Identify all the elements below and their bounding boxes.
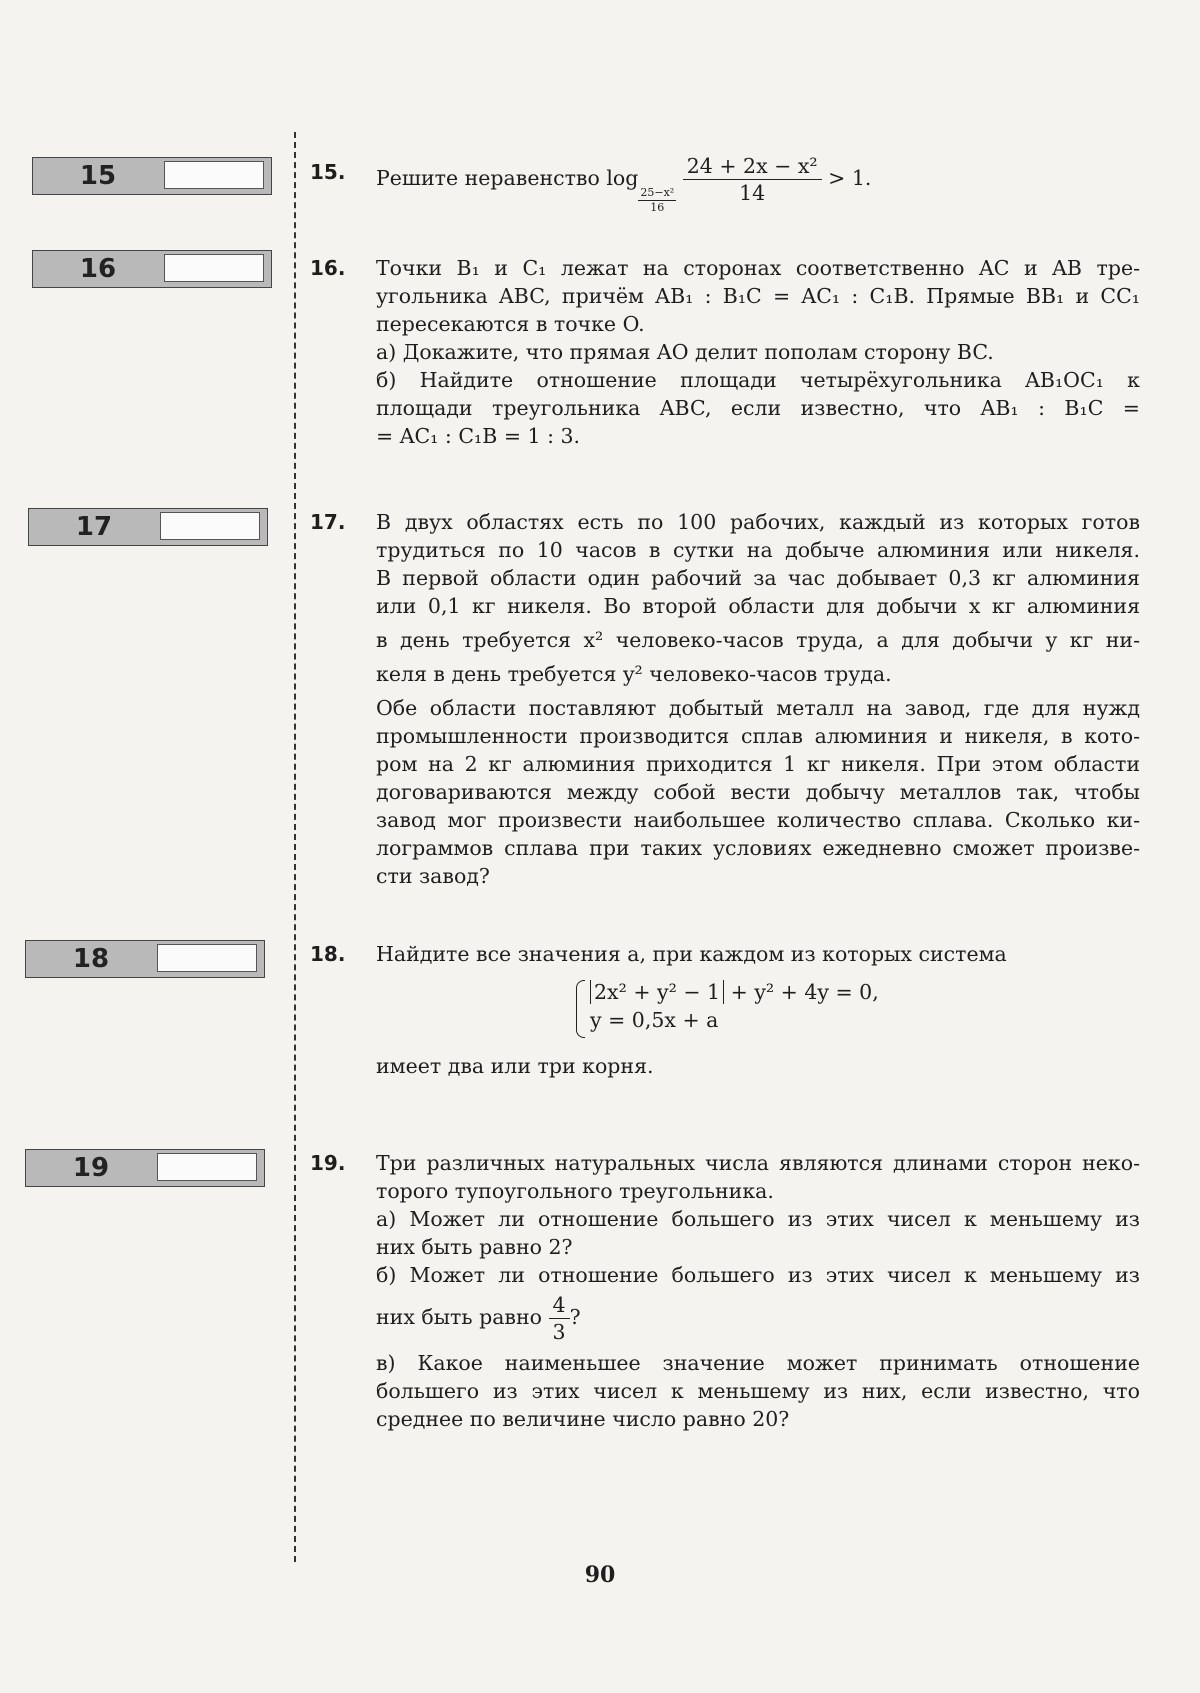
task-18-lead: Найдите все значения a, при каждом из которых система: [376, 942, 1007, 966]
text-line: площади треугольника ABC, если известно, что AB₁ : B₁C =: [376, 396, 1140, 420]
equation-1: [590, 978, 1140, 1006]
task-number: 17.: [310, 510, 346, 534]
answer-box-15: [32, 157, 272, 195]
text-line: сти завод?: [376, 864, 490, 888]
answer-box-16: [32, 250, 272, 288]
task-19: [310, 1149, 1140, 1433]
task-16-body: [376, 254, 1140, 450]
equation-system: [576, 978, 1140, 1034]
answer-field[interactable]: [164, 254, 264, 282]
answer-box-number: 19: [72, 1153, 110, 1183]
fraction-denominator: 14: [739, 181, 766, 205]
page-number: 90: [584, 1562, 616, 1588]
text-line: пересекаются в точке O.: [376, 312, 645, 336]
text-line: Точки B₁ и C₁ лежат на сторонах соответственно AC и AB тре-: [376, 256, 1140, 280]
log-sign: log: [606, 166, 639, 190]
answer-box-number: 15: [79, 161, 117, 191]
equation-2: y = 0,5x + a: [590, 1008, 719, 1032]
text-fragment: них быть равно: [376, 1305, 542, 1329]
task-18-tail: имеет два или три корня.: [376, 1054, 654, 1078]
part-a: а) Докажите, что прямая AO делит пополам сторону BC.: [376, 340, 994, 364]
log-argument: [683, 153, 822, 206]
text-line: договариваются между собой вести добычу металлов так, чтобы: [376, 780, 1140, 804]
answer-box-number: 17: [75, 512, 113, 542]
log-base-numerator: 25−x²: [640, 186, 675, 199]
part-b: б) Может ли отношение большего из этих чисел к меньшему из: [376, 1263, 1140, 1287]
fraction-numerator: 4: [549, 1292, 570, 1319]
text-line: = AC₁ : C₁B = 1 : 3.: [376, 424, 581, 448]
part-b: б) Найдите отношение площади четырёхугольника AB₁OC₁ к: [376, 368, 1140, 392]
answer-box-17: [28, 508, 268, 546]
fraction-numerator: 24 + 2x − x²: [683, 153, 822, 180]
text-line: угольника ABC, причём AB₁ : B₁C = AC₁ : C₁B. Прямые BB₁ и CC₁: [376, 284, 1140, 308]
text-line: Три различных натуральных числа являются длинами сторон неко-: [376, 1151, 1140, 1175]
answer-field[interactable]: [157, 944, 257, 972]
task-18: [310, 940, 1140, 1080]
part-c: в) Какое наименьшее значение может принимать отношение: [376, 1351, 1140, 1375]
answer-field[interactable]: [160, 512, 260, 540]
text-line: келя в день требуется y² человеко-часов труда.: [376, 662, 892, 686]
task-17: [310, 508, 1140, 890]
fraction-denominator: 3: [552, 1320, 566, 1344]
text-line: торого тупоугольного треугольника.: [376, 1179, 774, 1203]
answer-box-number: 18: [72, 944, 110, 974]
system-brace: [576, 980, 585, 1038]
task-number: 16.: [310, 256, 346, 280]
text-line: них быть равно 2?: [376, 1235, 573, 1259]
task-15-lead: Решите неравенство: [376, 166, 600, 190]
task-16: [310, 254, 1140, 450]
part-a: а) Может ли отношение большего из этих чисел к меньшему из: [376, 1207, 1140, 1231]
task-number: 18.: [310, 942, 346, 966]
answer-field[interactable]: [164, 161, 264, 189]
task-number: 19.: [310, 1151, 346, 1175]
task-15-body: [376, 150, 1140, 215]
log-base: [638, 186, 676, 215]
text-line: промышленности производится сплав алюминия и никеля, в кото-: [376, 724, 1140, 748]
text-line: завод мог произвести наибольшее количество сплава. Сколько ки-: [376, 808, 1140, 832]
text-line: Обе области поставляют добытый металл на завод, где для нужд: [376, 696, 1140, 720]
answer-box-19: [25, 1149, 265, 1187]
text-line: трудиться по 10 часов в сутки на добыче алюминия или никеля.: [376, 538, 1140, 562]
text-line: в день требуется x² человеко-часов труда, а для добычи y кг ни-: [376, 628, 1140, 652]
text-line: или 0,1 кг никеля. Во второй области для добычи x кг алюминия: [376, 594, 1140, 618]
task-19-body: [376, 1149, 1140, 1433]
equation-1-rest: + y² + 4y = 0,: [730, 980, 879, 1004]
abs-expression: 2x² + y² − 1: [590, 980, 724, 1004]
task-15: [310, 150, 1140, 215]
text-line: В двух областях есть по 100 рабочих, каждый из которых готов: [376, 510, 1140, 534]
task-18-body: [376, 940, 1140, 1080]
answer-box-18: [25, 940, 265, 978]
inequality-tail: > 1.: [828, 166, 872, 190]
answer-box-number: 16: [79, 254, 117, 284]
task-17-body: [376, 508, 1140, 890]
answer-field[interactable]: [157, 1153, 257, 1181]
text-line: лограммов сплава при таких условиях ежедневно сможет произве-: [376, 836, 1140, 860]
text-line: среднее по величине число равно 20?: [376, 1407, 790, 1431]
part-b-fraction-line: [376, 1289, 1140, 1345]
cut-line: [294, 132, 296, 1562]
text-line: В первой области один рабочий за час добывает 0,3 кг алюминия: [376, 566, 1140, 590]
question-mark: ?: [569, 1305, 581, 1329]
task-number: 15.: [310, 160, 346, 184]
log-base-denominator: 16: [650, 201, 665, 214]
fraction: [549, 1292, 570, 1345]
text-line: ром на 2 кг алюминия приходится 1 кг никеля. При этом области: [376, 752, 1140, 776]
text-line: большего из этих чисел к меньшему из них, если известно, что: [376, 1379, 1140, 1403]
